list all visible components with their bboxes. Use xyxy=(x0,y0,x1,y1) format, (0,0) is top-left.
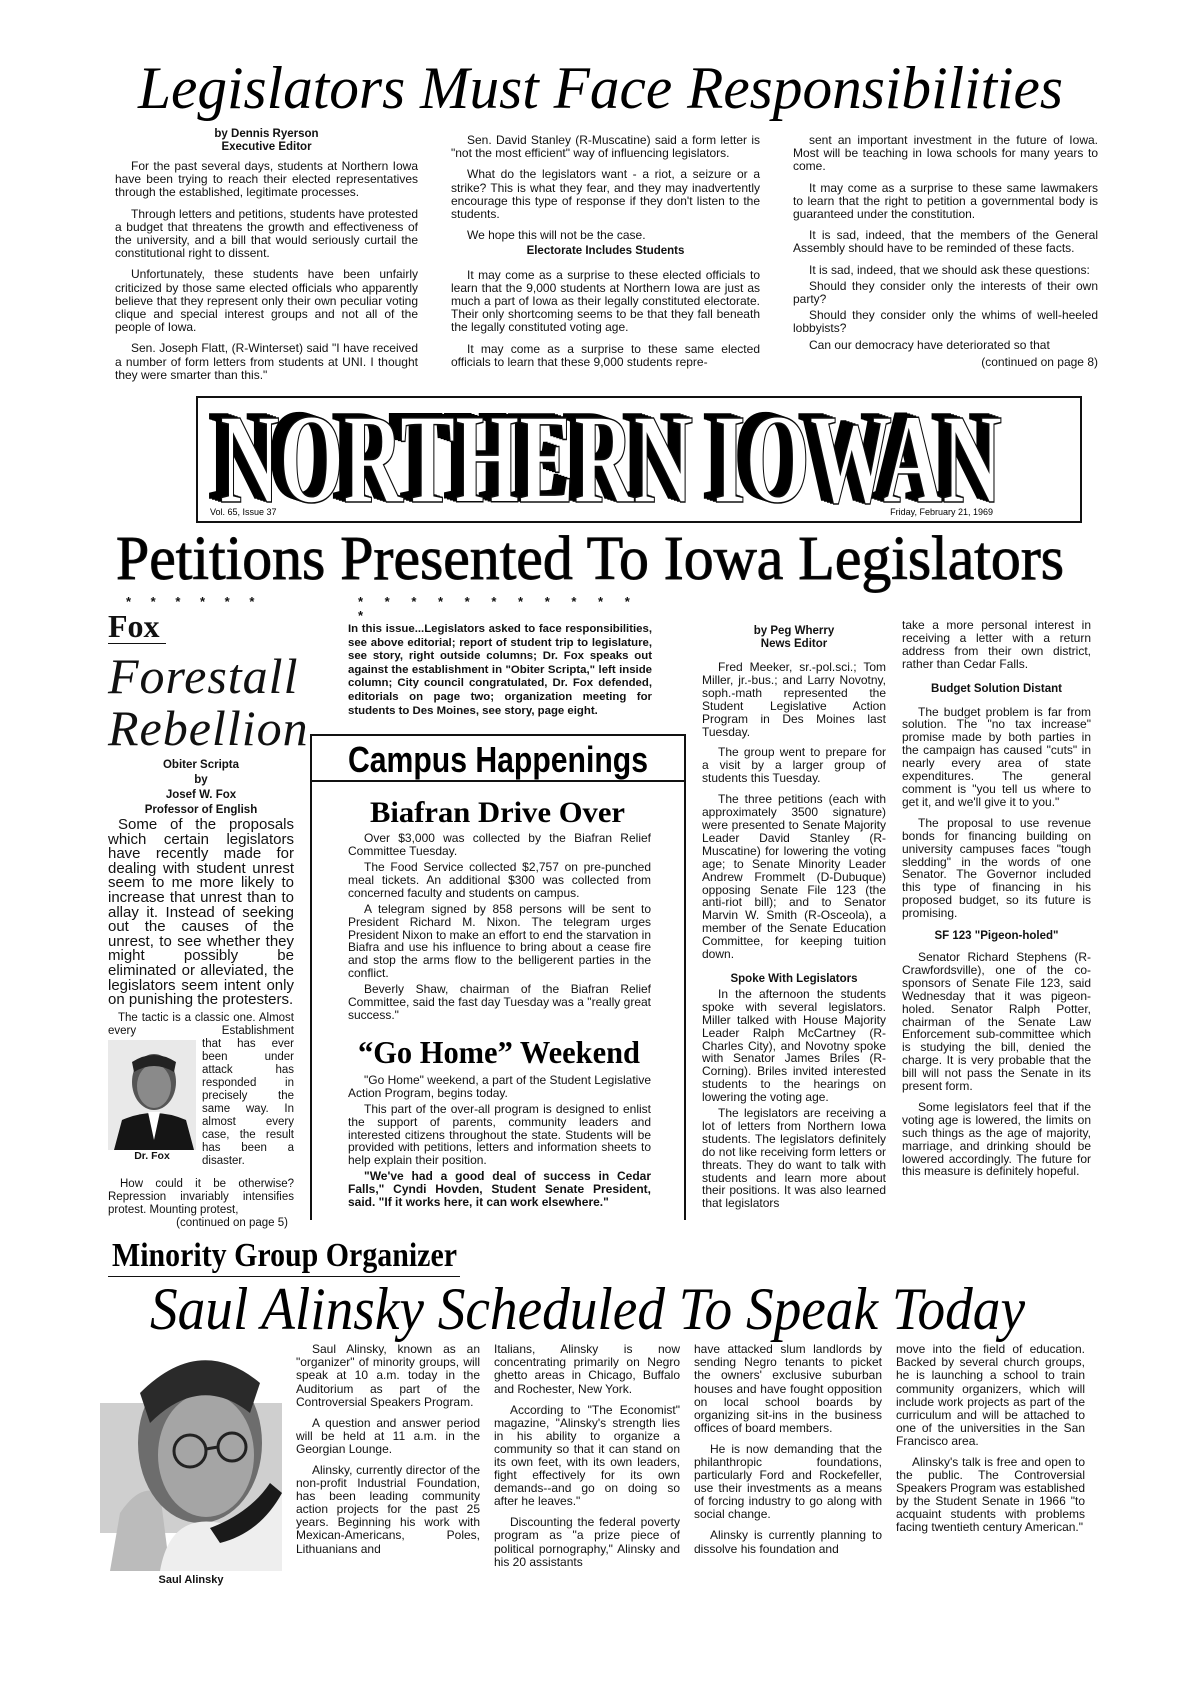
campus-happenings-title: Campus Happenings xyxy=(348,739,648,781)
editorial-headline-text: Legislators Must Face Responsibilities xyxy=(137,55,1064,121)
fox-kicker: Fox xyxy=(108,609,166,644)
fox-photo-caption: Dr. Fox xyxy=(134,1149,170,1162)
subhead: SF 123 "Pigeon-holed" xyxy=(934,930,1059,943)
paragraph: The budget problem is far from solution. The "no tax increase" promise made by both parties in the campaign has caused "cuts" in nearly every area of state expenditures. The general comment is "you tell us where to get it, and we'll give it to you." xyxy=(902,704,1091,809)
alinsky-headline xyxy=(140,1277,1040,1343)
biafra-headline-text: Biafran Drive Over xyxy=(370,796,625,830)
alinsky-column-3 xyxy=(694,1343,882,1563)
paragraph: He is now demanding that the philanthropic foundations, particularly Ford and Rockefeller, use their investments as a means of forcing industry to go along with social change. xyxy=(694,1441,882,1522)
alinsky-photo-block xyxy=(100,1343,282,1586)
subhead: Electorate Includes Students xyxy=(526,245,685,258)
lead-headline xyxy=(110,529,1070,595)
byline-author-title: Professor of English xyxy=(144,804,258,817)
alinsky-kicker xyxy=(108,1234,468,1276)
paragraph: A question and answer period will be held at 11 a.m. in the Georgian Lounge. xyxy=(296,1415,480,1456)
subhead: Spoke With Legislators xyxy=(730,972,858,985)
paragraph: It is sad, indeed, that we should ask these questions: xyxy=(809,262,1090,277)
fox-paragraph-lead: The tactic is a classic one. Almost every Establishment xyxy=(108,1011,294,1037)
fox-paragraph-wrap xyxy=(108,1038,294,1217)
paragraph: Italians, Alinsky is now concentrating primarily on Negro ghetto areas in Chicago, Buffalo and Rochester, New York. xyxy=(494,1342,680,1396)
petitions-column-1 xyxy=(702,595,886,1213)
biafra-story xyxy=(348,832,651,1022)
masthead-logo xyxy=(198,398,1080,521)
masthead-name: NORTHERN IOWAN xyxy=(220,398,1002,522)
fox-lead-paragraph: Some of the proposals which certain legislators have recently made for dealing with student unrest seem to me more likely to increase that unrest than to allay it. Instead of seeking out the causes of the unrest, to see whether they might possibly be eliminated or alleviated, the legislators seem intent only on punishing the protesters. xyxy=(108,816,294,1009)
paragraph: move into the field of education. Backed by several church groups, he is launching a school to train community organizers, which will include work projects as part of the curriculum and will be attached to one of the universities in the San Francisco area. xyxy=(896,1342,1085,1448)
paragraph: "We've had a good deal of success in Cedar Falls," Cyndi Hovden, Student Senate President, said. "If it works here, it can work elsewhere." xyxy=(348,1169,651,1210)
fox-byline xyxy=(108,758,294,818)
column-name: Obiter Scripta xyxy=(162,759,240,772)
paragraph: This part of the over-all program is designed to enlist the support of parents, community leaders and interested citizens throughout the state. Students will be provided with petitions, letters and information sheets to help explain their position. xyxy=(348,1101,651,1168)
paragraph: take a more personal interest in receiving a letter with a return address from their own district, rather than Cedar Falls. xyxy=(902,618,1091,671)
page-body xyxy=(108,128,1098,1587)
paragraph: Should they consider only the whims of well-heeled lobbyists? xyxy=(793,308,1098,336)
campus-happenings-header xyxy=(310,734,686,782)
byline-author: Josef W. Fox xyxy=(165,789,237,802)
alinsky-kicker-text: Minority Group Organizer xyxy=(112,1236,457,1274)
paragraph: Sen. Joseph Flatt, (R-Winterset) said "I have received a number of form letters from students at UNI. I thought they were smarter than this." xyxy=(115,341,418,382)
editorial-column-2 xyxy=(451,128,760,377)
paragraph: Should they consider only the interests of their own party? xyxy=(793,278,1098,307)
paragraph: We hope this will not be the case. xyxy=(467,228,646,243)
alinsky-photo-caption: Saul Alinsky xyxy=(158,1574,224,1587)
editorial-headline xyxy=(130,52,1080,124)
middle-section xyxy=(108,595,1091,1230)
paragraph: Beverly Shaw, chairman of the Biafran Relief Committee, said the fast day Tuesday was a "really great success." xyxy=(348,982,651,1022)
paragraph: Alinsky, currently director of the non-profit Industrial Foundation, has been leading community action projects for the past 25 years. Beginning his work with Mexican-Americans, Poles, Lithuanians and xyxy=(296,1463,480,1556)
masthead xyxy=(196,396,1082,523)
paragraph: Alinsky's talk is free and open to the public. The Controversial Speakers Program was established by the Student Senate in 1966 "to acquaint students with problems facing twentieth century American." xyxy=(896,1455,1085,1535)
alinsky-columns xyxy=(100,1343,1091,1586)
editorial-byline xyxy=(115,128,418,154)
paragraph: Through letters and petitions, students have protested a budget that threatens the growth and effectiveness of the university, and a bill that would seriously curtail the constitutional right to dissent. xyxy=(115,206,418,261)
paragraph: The group went to prepare for a visit by a larger group of students this Tuesday. xyxy=(702,745,886,786)
paragraph: Fred Meeker, sr.-pol.sci.; Tom Miller, jr.-bus.; and Larry Novotny, soph.-math represented the Student Legislative Action Program in Des Moines last Tuesday. xyxy=(702,660,886,739)
editorial-column-3 xyxy=(793,128,1098,369)
paragraph: The three petitions (each with approximately 3500 signature) were presented to Senate Majority Leader David Stanley (R-Muscatine) for lowering the voting age; to Senate Minority Leader Andrew Frommelt (D-Dubuque) opposing Senate File 123 (the anti-riot bill); and to Senator Marvin W. Smith (R-Osceola), a member of the Senate Education Committee, for keeping tuition down. xyxy=(702,792,886,962)
biafra-headline xyxy=(348,792,652,832)
paragraph: Saul Alinsky, known as an "organizer" of minority groups, will speak at 10 a.m. today in the Auditorium as part of the Controversial Speakers Program. xyxy=(296,1342,480,1409)
paragraph: In the afternoon the students spoke with several legislators. Miller talked with House Majority Leader Ralph McCartney (R-Charles City), and Novotny spoke with Senator James Briles (R-Corning). Briles invited interested students to the hearings on lowering the voting age. xyxy=(702,986,886,1105)
petitions-byline xyxy=(702,625,886,651)
photo-dr-fox xyxy=(108,1040,196,1150)
index-stars: * * * * * * * * * * * * xyxy=(358,594,639,624)
fox-paragraph-tail: How could it be otherwise? Repression invariably intensifies protest. Mounting protest, xyxy=(108,1177,294,1216)
go-home-headline-text: “Go Home” Weekend xyxy=(358,1033,641,1070)
subhead: Budget Solution Distant xyxy=(931,682,1062,695)
paragraph: It is sad, indeed, that the members of the General Assembly should have to be reminded of these facts. xyxy=(793,228,1098,256)
paragraph: Alinsky is currently planning to dissolve his foundation and xyxy=(694,1528,882,1556)
fox-paragraph-wrap-text: that has ever been under attack has responded in precisely the same way. In almost every case, the result has been a disaster. xyxy=(202,1037,294,1167)
editorial-columns xyxy=(108,128,1098,390)
go-home-headline xyxy=(348,1028,652,1074)
paragraph: have attacked slum landlords by sending Negro tenants to picket the owners' exclusive suburban houses and have fought opposition on local school boards by organizing sit-ins in the business offices of board members. xyxy=(694,1342,882,1435)
editorial-column-1 xyxy=(115,128,418,390)
fox-headline-1: Forestall xyxy=(108,648,299,705)
byline-by: by xyxy=(194,774,208,787)
fox-headline-2: Rebellion xyxy=(108,700,309,757)
paragraph: For the past several days, students at Northern Iowa have been trying to reach their elected representatives through the established, legitimate processes. xyxy=(115,159,418,200)
paragraph: Senator Richard Stephens (R-Crawfordsville), one of the co-sponsors of Senate File 123, said Wednesday that it was pigeon-holed. Senator Ralph Potter, chairman of the Senate Law Enforcement sub-committee which is studying the bill, denied the charge. It is very probable that the bill will not pass the Senate in its present form. xyxy=(902,949,1091,1094)
alinsky-story xyxy=(108,1234,1091,1587)
fox-photo-block xyxy=(108,1040,196,1163)
alinsky-column-2 xyxy=(494,1343,680,1577)
masthead-volume: Vol. 65, Issue 37 xyxy=(210,507,277,518)
byline-title: News Editor xyxy=(760,638,828,651)
fox-column xyxy=(108,594,309,1230)
alinsky-column-4 xyxy=(896,1343,1085,1542)
paragraph: Can our democracy have deteriorated so that xyxy=(809,337,1050,352)
paragraph: It may come as a surprise to these same lawmakers to learn that the right to petition a governmental body is guaranteed under the constitution. xyxy=(793,180,1098,222)
paragraph: Unfortunately, these students have been unfairly criticized by those same elected officials who apparently believe that they represent only their own peculiar voting clique and special interest groups and not all of the people of Iowa. xyxy=(115,267,418,335)
fox-continued: (continued on page 5) xyxy=(176,1216,288,1229)
editorial-continued: (continued on page 8) xyxy=(981,354,1098,369)
byline-name: by Peg Wherry xyxy=(753,625,835,638)
index-text: In this issue...Legislators asked to face responsibilities, see above editorial; report of student trip to legislature, see story, right outside columns; Dr. Fox speaks out against the establishment in "Obiter Scripta," left inside column; City council congratulated, Dr. Fox defended, editorials on page two; organization meeting for students to Des Moines, see story, page eight. xyxy=(348,623,652,717)
photo-saul-alinsky xyxy=(100,1343,282,1571)
paragraph: The Food Service collected $2,757 on pre-punched meal tickets. An additional $300 was collected from concerned faculty and students on campus. xyxy=(348,860,651,900)
index-box xyxy=(310,595,652,718)
paragraph: According to "The Economist" magazine, "Alinsky's strength lies in his ability to organize a community so that it can stand on its own feet, with its own leaders, fight effectively for its own demands--and go on doing so after he leaves." xyxy=(494,1402,680,1509)
paragraph: Over $3,000 was collected by the Biafran Relief Committee Tuesday. xyxy=(348,831,651,859)
alinsky-column-1 xyxy=(296,1343,480,1563)
paragraph: It may come as a surprise to these elected officials to learn that the 9,000 students at Northern Iowa are just as much a part of Iowa as their legally constituted electorate. Their only shortcoming seems to be that they fall beneath the legally constituted voting age. xyxy=(451,267,760,335)
masthead-date: Friday, February 21, 1969 xyxy=(890,507,993,518)
byline-title: Executive Editor xyxy=(221,141,312,153)
byline-name: by Dennis Ryerson xyxy=(214,128,319,140)
paragraph: sent an important investment in the future of Iowa. Most will be teaching in Iowa schools for many years to come. xyxy=(793,133,1098,174)
paragraph: The legislators are receiving a lot of letters from Northern Iowa students. The legislators definitely do not like receiving form letters or threats. They do want to talk with students and learn more about their positions. It was also learned that legislators xyxy=(702,1106,886,1211)
paragraph: Discounting the federal poverty program as "a prize piece of political pornography," Alinsky and his 20 assistants xyxy=(494,1515,680,1569)
paragraph: Sen. David Stanley (R-Muscatine) said a form letter is "not the most efficient" way of influencing legislators. xyxy=(451,133,760,161)
paragraph: "Go Home" weekend, a part of the Student Legislative Action Program, begins today. xyxy=(348,1072,651,1100)
go-home-story xyxy=(348,1074,651,1209)
campus-happenings-box xyxy=(310,782,686,1220)
paragraph: A telegram signed by 858 persons will be sent to President Richard M. Nixon. The telegram urges President Nixon to make an effort to end the starvation in Biafra and use his influence to bring about a cease fire and stop the arms flow to the belligerent parties in the conflict. xyxy=(348,901,651,981)
paragraph: The proposal to use revenue bonds for financing building on university campuses faces "tough sledding" in the words of one Senator. The Governor included this type of financing in his proposed budget, so its future is promising. xyxy=(902,815,1091,921)
alinsky-headline-text: Saul Alinsky Scheduled To Speak Today xyxy=(150,1277,1026,1343)
fox-stars: * * * * * * xyxy=(126,594,263,610)
paragraph: It may come as a surprise to these same elected officials to learn that these 9,000 students repre- xyxy=(451,341,760,369)
center-column xyxy=(310,595,686,1220)
paragraph: What do the legislators want - a riot, a seizure or a strike? This is what they fear, and they may inadvertently encourage this type of response if they don't listen to the students. xyxy=(451,167,760,222)
petitions-column-2 xyxy=(902,595,1091,1186)
lead-headline-text: Petitions Presented To Iowa Legislators xyxy=(116,529,1064,594)
paragraph: Some legislators feel that if the voting age is lowered, the limits on such things as the age of majority, marriage, and drinking should be lowered accordingly. The future for this measure is definitely hopeful. xyxy=(902,1099,1091,1179)
